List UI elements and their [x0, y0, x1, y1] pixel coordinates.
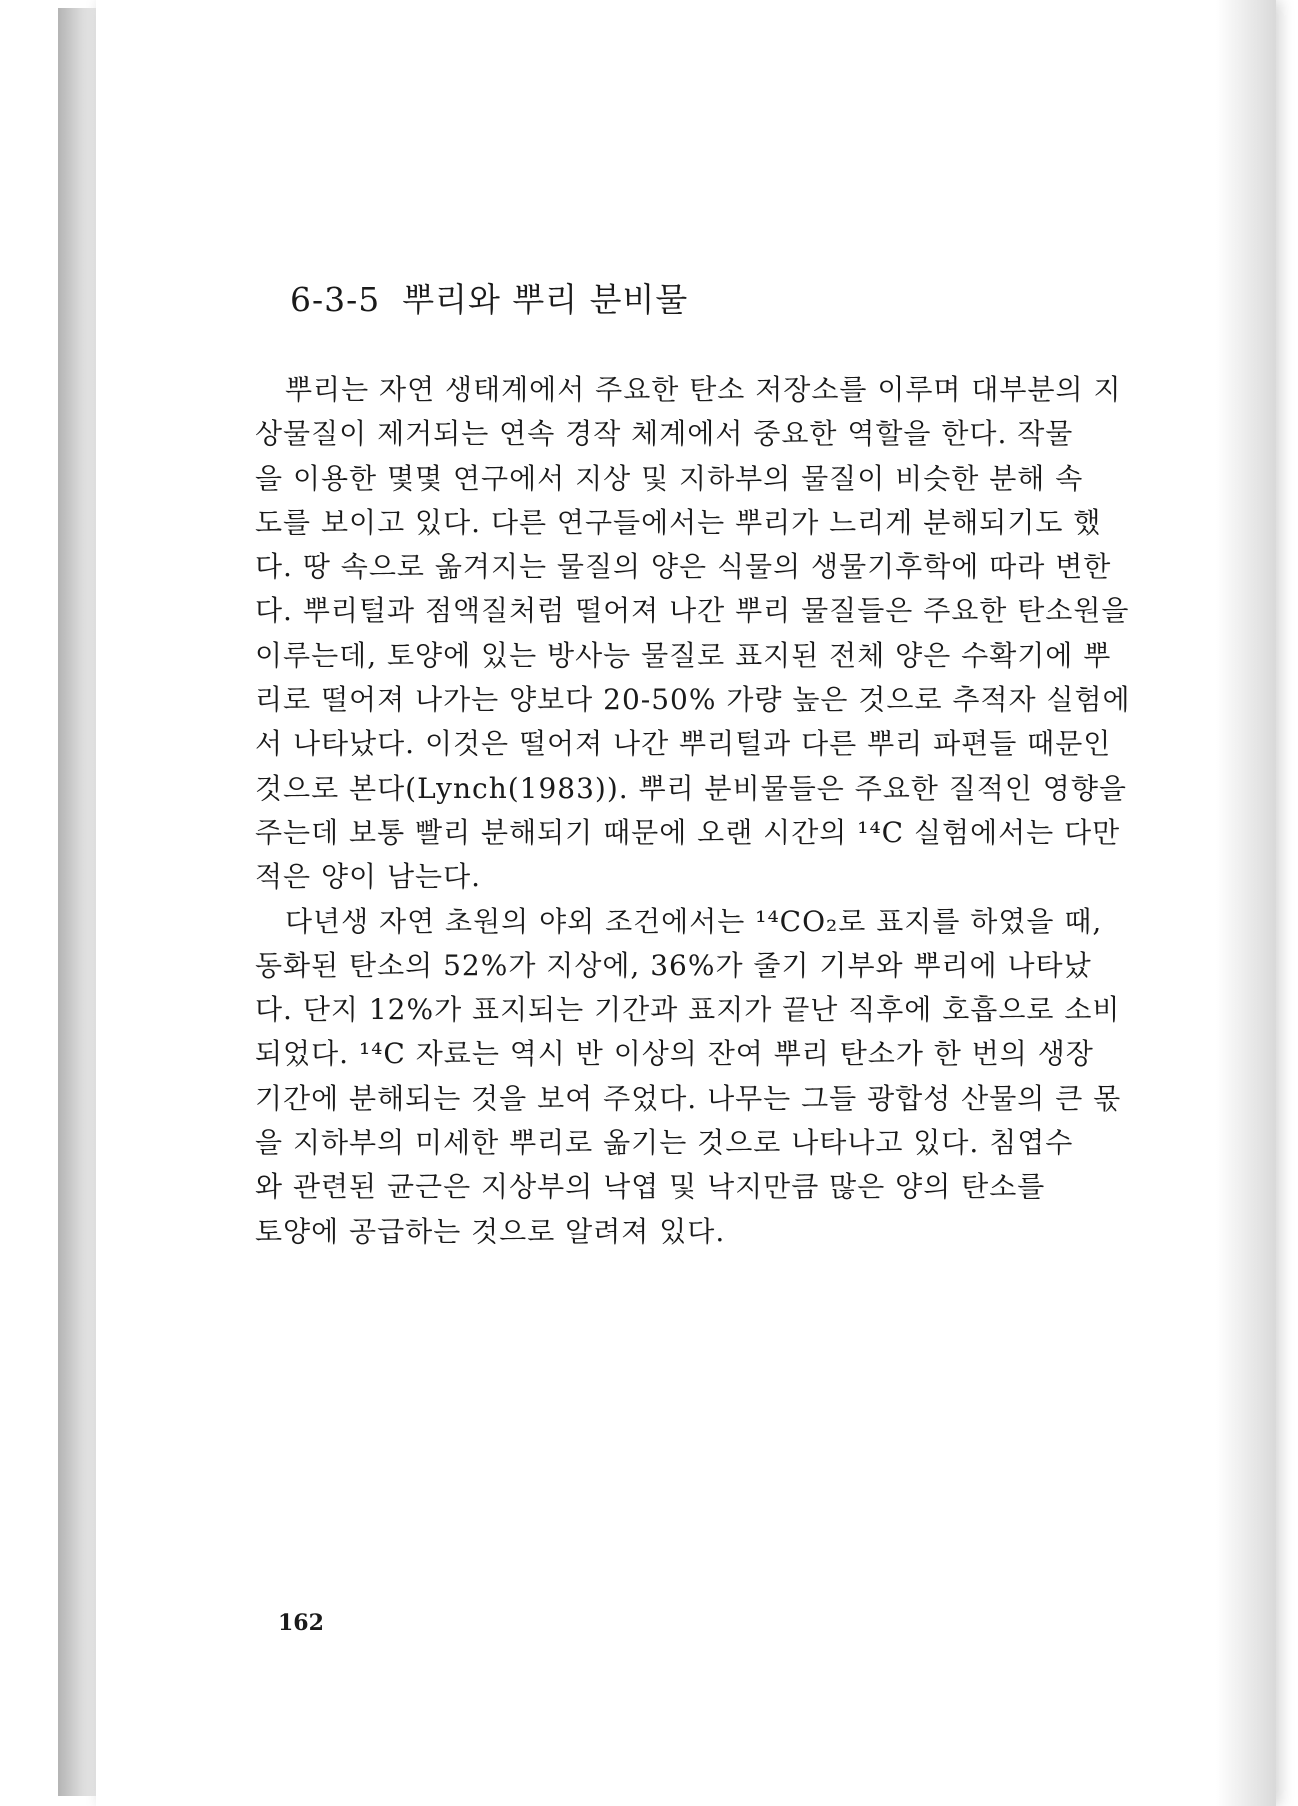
text-line: 동화된 탄소의 52%가 지상에, 36%가 줄기 기부와 뿌리에 나타났: [255, 948, 1092, 982]
text-line: 토양에 공급하는 것으로 알려져 있다.: [255, 1214, 726, 1248]
text-line: 다. 단지 12%가 표지되는 기간과 표지가 끝난 직후에 호흡으로 소비: [255, 993, 1121, 1027]
section-title: 뿌리와 뿌리 분비물: [402, 280, 689, 319]
text-line: 이루는데, 토양에 있는 방사능 물질로 표지된 전체 양은 수확기에 뿌: [255, 638, 1112, 672]
section-heading: [290, 274, 688, 321]
text-line: 주는데 보통 빨리 분해되기 때문에 오랜 시간의 ¹⁴C 실험에서는 다만: [255, 815, 1121, 849]
text-line: 을 이용한 몇몇 연구에서 지상 및 지하부의 물질이 비슷한 분해 속: [255, 461, 1084, 495]
text-line: 상물질이 제거되는 연속 경작 체계에서 중요한 역할을 한다. 작물: [255, 417, 1074, 451]
text-line: 다. 뿌리털과 점액질처럼 떨어져 나간 뿌리 물질들은 주요한 탄소원을: [255, 594, 1130, 628]
text-line: 도를 보이고 있다. 다른 연구들에서는 뿌리가 느리게 분해되기도 했: [255, 505, 1102, 539]
text-line: 뿌리는 자연 생태계에서 주요한 탄소 저장소를 이루며 대부분의 지: [285, 373, 1122, 406]
text-line: 와 관련된 균근은 지상부의 낙엽 및 낙지만큼 많은 양의 탄소를: [255, 1170, 1046, 1204]
text-line: 기간에 분해되는 것을 보여 주었다. 나무는 그들 광합성 산물의 큰 몫: [255, 1081, 1122, 1115]
page-shadow: [1216, 0, 1276, 1806]
text-line: 다년생 자연 초원의 야외 조건에서는 ¹⁴CO₂로 표지를 하였을 때,: [285, 904, 1103, 938]
text-line: 것으로 본다(Lynch(1983)). 뿌리 분비물들은 주요한 질적인 영향을: [255, 771, 1127, 805]
text-line: 서 나타났다. 이것은 떨어져 나간 뿌리털과 다른 뿌리 파편들 때문인: [255, 727, 1112, 761]
section-number: 6-3-5: [290, 280, 381, 319]
text-line: 을 지하부의 미세한 뿌리로 옮기는 것으로 나타나고 있다. 침엽수: [255, 1126, 1074, 1160]
book-page-edge: [58, 8, 100, 1796]
text-line: 리로 떨어져 나가는 양보다 20-50% 가량 높은 것으로 추적자 실험에: [255, 683, 1131, 717]
text-line: 다. 땅 속으로 옮겨지는 물질의 양은 식물의 생물기후학에 따라 변한: [255, 550, 1112, 584]
page-number: 162: [278, 1610, 324, 1636]
text-line: 되었다. ¹⁴C 자료는 역시 반 이상의 잔여 뿌리 탄소가 한 번의 생장: [255, 1037, 1094, 1071]
text-line: 적은 양이 남는다.: [255, 860, 482, 894]
body-text: [255, 368, 1150, 1254]
